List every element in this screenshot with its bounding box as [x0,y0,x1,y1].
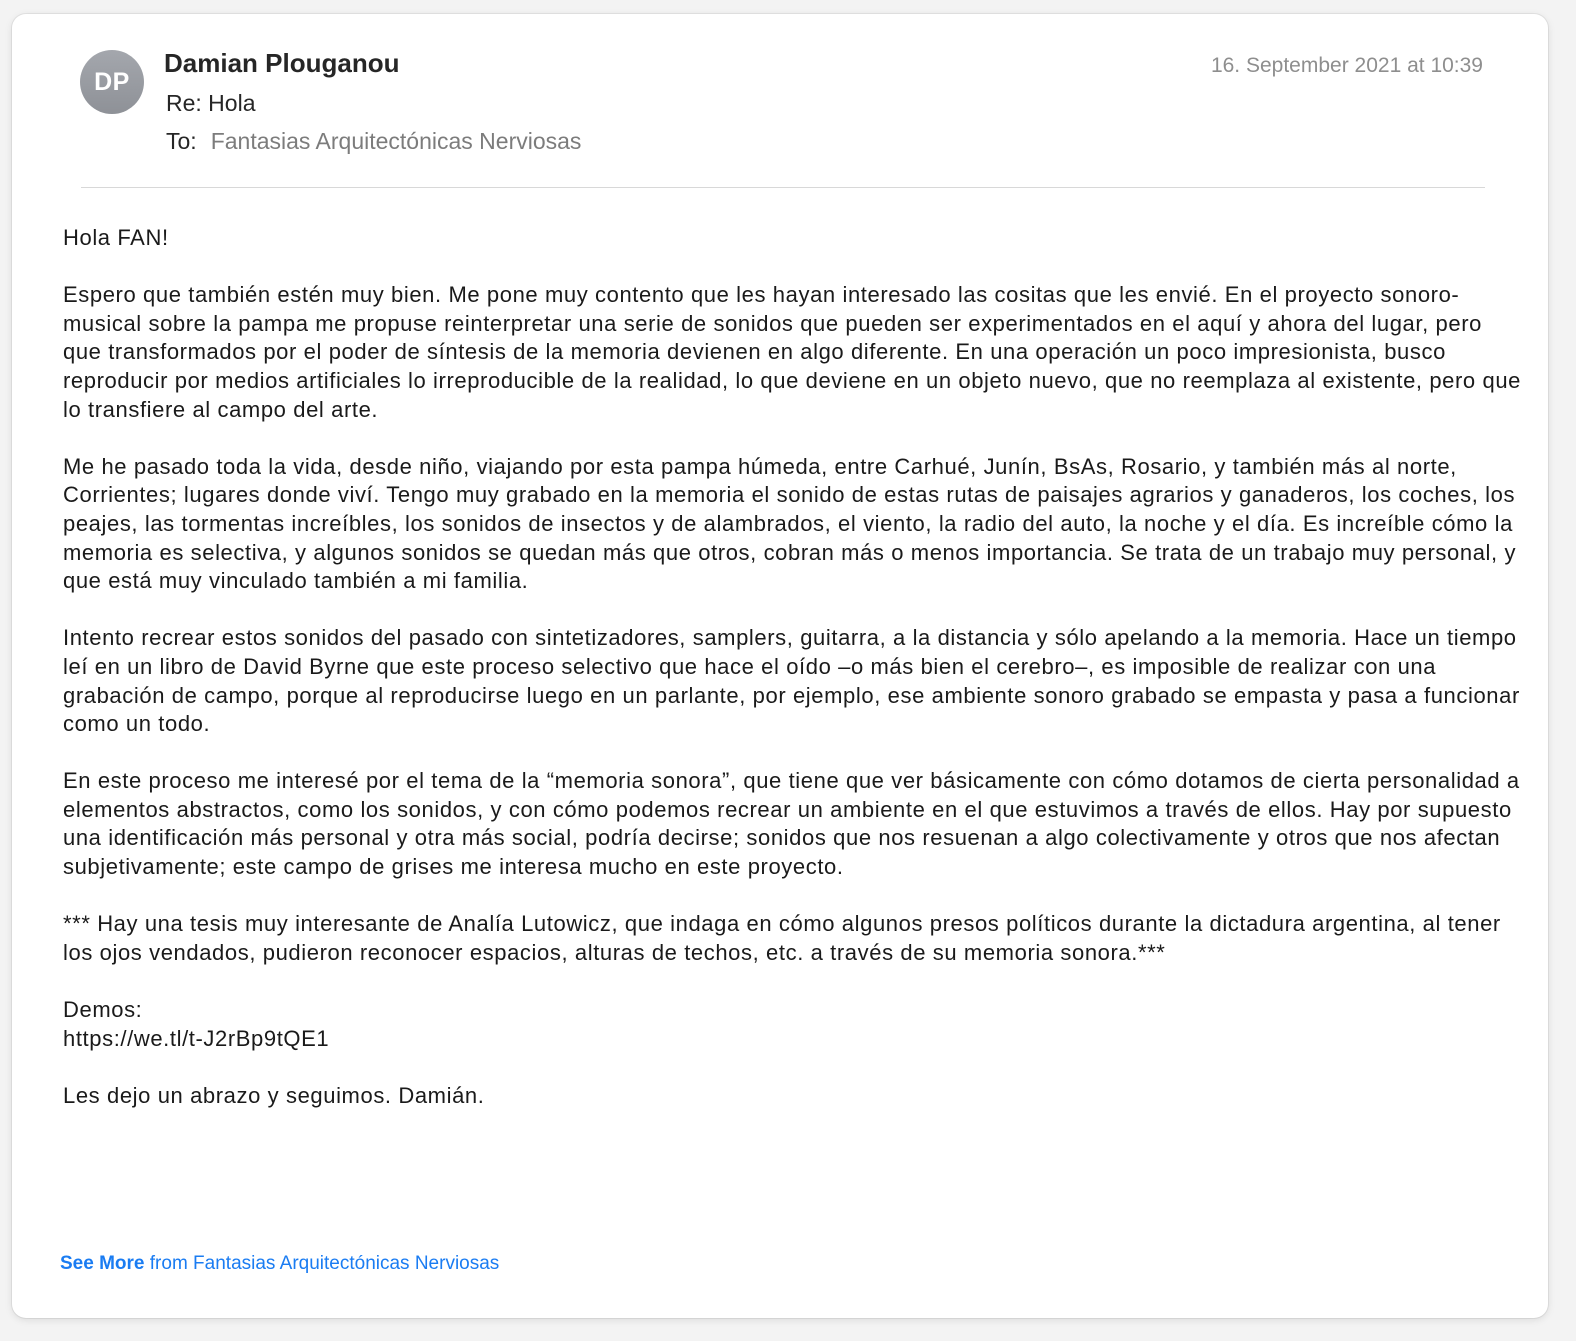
sender-name[interactable]: Damian Plouganou [164,48,400,78]
header-divider [81,187,1485,188]
email-date: 16. September 2021 at 10:39 [1210,54,1483,77]
see-more-bold-label[interactable]: See More [60,1253,145,1274]
body-paragraph-4: En este proceso me interesé por el tema de la “memoria sonora”, que tiene que ver básicamente con cómo dotamos de cierta personalidad a elementos abstractos, como los sonidos, y con cómo podemos recrear un ambiente en el que estuvimos a través de ellos. Hay por supuesto una identificación más personal y otra más social, podría decirse; sonidos que nos resuenan a algo colectivamente y otros que nos afectan subjetivamente; este campo de grises me interesa mucho en este proyecto. [63,768,1520,880]
demos-label: Demos: [63,997,143,1023]
body-greeting: Hola FAN! [63,225,169,250]
recipient-name[interactable]: Fantasias Arquitectónicas Nerviosas [210,128,582,154]
see-more-link[interactable] [60,1253,499,1275]
email-message-card [12,14,1548,1318]
to-label: To: [166,128,197,154]
avatar-initials: DP [94,67,130,96]
body-paragraph-2: Me he pasado toda la vida, desde niño, viajando por esta pampa húmeda, entre Carhué, Junín, BsAs, Rosario, y también más al norte, Corrientes; lugares donde viví. Tengo muy grabado en la memoria el sonido de estas rutas de paisajes agrarios y ganaderos, los coches, los peajes, las tormentas increíbles, los sonidos de insectos y de alambrados, el viento, la radio del auto, la noche y el día. Es increíble cómo la memoria es selectiva, y algunos sonidos se quedan más que otros, cobran más o menos importancia. Se trata de un trabajo muy personal, y que está muy vinculado también a mi familia. [63,453,1517,594]
demos-link[interactable]: https://we.tl/t-J2rBp9tQE1 [63,1025,330,1051]
body-paragraph-3: Intento recrear estos sonidos del pasado con sintetizadores, samplers, guitarra, a la distancia y sólo apelando a la memoria. Hace un tiempo leí en un libro de David Byrne que este proceso selectivo que hace el oído –o más bien el cerebro–, es imposible de realizar con una grabación de campo, porque al reproducirse luego en un parlante, por ejemplo, ese ambiente sonoro grabado se empasta y pasa a funcionar como un todo. [63,625,1520,737]
body-paragraph-1: Espero que también estén muy bien. Me pone muy contento que les hayan interesado las cositas que les envié. En el proyecto sonoro-musical sobre la pampa me propuse reinterpretar una serie de sonidos que pueden ser experimentados en el aquí y ahora del lugar, pero que transformados por el poder de síntesis de la memoria devienen en algo diferente. En una operación un poco impresionista, busco reproducir por medios artificiales lo irreproducible de la realidad, lo que deviene en un objeto nuevo, que no reemplaza al existente, pero que lo transfiere al campo del arte. [63,282,1521,422]
see-more-source[interactable]: from Fantasias Arquitectónicas Nerviosas [149,1253,500,1274]
email-subject: Re: Hola [166,90,256,116]
body-closing: Les dejo un abrazo y seguimos. Damián. [63,1082,485,1108]
avatar[interactable] [80,50,144,114]
recipient-line [166,128,581,155]
body-paragraph-5: *** Hay una tesis muy interesante de Analía Lutowicz, que indaga en cómo algunos presos políticos durante la dictadura argentina, al tener los ojos vendados, pudieron reconocer espacios, alturas de techos, etc. a través de su memoria sonora.*** [63,911,1501,965]
email-body[interactable] [63,224,1523,1139]
